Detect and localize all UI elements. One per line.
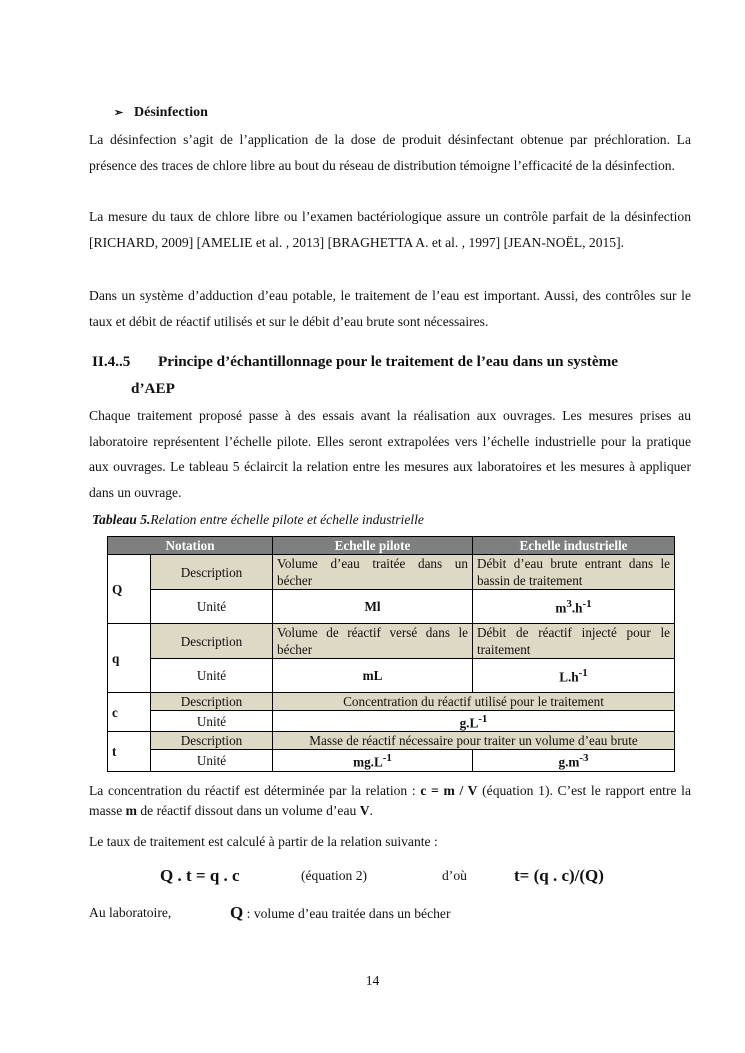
paragraph-disinfection: La désinfection s’agit de l’application de la dose de produit désinfectant obtenue par préchloration. La présence des traces de chlore libre au bout du réseau de distribution témoigne l’efficacité de la désinfection. (89, 132, 691, 173)
table-caption-text: Relation entre échelle pilote et échelle industrielle (150, 512, 424, 527)
table-row (108, 555, 675, 590)
industrial-unit: $L.h^{-1}$ (473, 659, 675, 693)
shared-description: Masse de réactif nécessaire pour traiter un volume d’eau brute (273, 732, 675, 750)
unit-label: Unité (151, 711, 273, 732)
formula-concentration: c = m / V (420, 783, 478, 798)
unit-label: Unité (151, 659, 273, 693)
bullet-title: Désinfection (134, 105, 208, 120)
section-title-line2: d’AEP (131, 380, 175, 397)
formula-treatment-rate: t= (q . c)/(Q) (514, 866, 604, 885)
laboratory-definition: Q : volume d’eau traitée dans un bécher (230, 903, 451, 922)
unit-label: Unité (151, 750, 273, 771)
notation-symbol-Q: Q (108, 555, 151, 624)
paragraph-equation2-intro: Le taux de traitement est calculé à partir de la relation suivante : (89, 834, 438, 849)
paragraph-equation1: La concentration du réactif est déterminée par la relation : c = m / V (équation 1). C’est le rapport entre la masse m de réactif dissout dans un volume d’eau V. (89, 783, 691, 818)
pilot-unit: $mg.L^{-1}$ (273, 750, 473, 771)
section-heading (92, 348, 692, 402)
table-row (108, 693, 675, 711)
table-row (108, 750, 675, 771)
pilot-description: Volume de réactif versé dans le bécher (273, 624, 473, 659)
paragraph-aep-controls: Dans un système d’adduction d’eau potable, le traitement de l’eau est important. Aussi, des contrôles sur le taux et débit de réactif utilisés et sur le débit d’eau brute sont nécessaires. (89, 288, 691, 329)
industrial-description: Débit de réactif injecté pour le traitement (473, 624, 675, 659)
page-number: 14 (365, 973, 380, 988)
notation-symbol-t: t (108, 732, 151, 771)
description-label: Description (151, 624, 273, 659)
bullet-heading (114, 102, 208, 124)
notation-symbol-c: c (108, 693, 151, 732)
shared-description: Concentration du réactif utilisé pour le traitement (273, 693, 675, 711)
paragraph-sampling: Chaque traitement proposé passe à des essais avant la réalisation aux ouvrages. Les mesures prises au laboratoire représentent l’échelle pilote. Elles seront extrapolées vers l’échelle industrielle pour la pratique aux ouvrages. Le tableau 5 éclaircit la relation entre les mesures aux laboratoires et les mesures à appliquer dans un ouvrage. (89, 408, 691, 500)
pilot-unit: mL (273, 659, 473, 693)
notation-symbol-q: q (108, 624, 151, 693)
header-pilot: Echelle pilote (273, 537, 473, 555)
table-row (108, 659, 675, 693)
industrial-description: Débit d’eau brute entrant dans le bassin de traitement (473, 555, 675, 590)
section-title-line1: Principe d’échantillonnage pour le traitement de l’eau dans un système (158, 353, 618, 370)
description-label: Description (151, 732, 273, 750)
paragraph-chlorine-measure: La mesure du taux de chlore libre ou l’examen bactériologique assure un contrôle parfait de la désinfection [RICHARD, 2009] [AMELIE et al. , 2013] [BRAGHETTA A. et al. , 1997] [JEAN-NOËL, 2015]. (89, 209, 691, 250)
table-header-row (108, 537, 675, 555)
arrow-bullet-icon: ➢ (114, 107, 124, 119)
description-label: Description (151, 555, 273, 590)
pilot-unit: Ml (273, 590, 473, 624)
unit-label: Unité (151, 590, 273, 624)
laboratory-prefix: Au laboratoire, (89, 905, 172, 920)
table-row (108, 711, 675, 732)
table-caption (92, 510, 424, 530)
section-number: II.4..5 (92, 353, 131, 370)
industrial-unit: $m^3.h^{-1}$ (473, 590, 675, 624)
table-row (108, 624, 675, 659)
shared-unit: $g.L^{-1}$ (273, 711, 675, 732)
equation2-where: d’où (442, 868, 467, 883)
description-label: Description (151, 693, 273, 711)
table-caption-label: Tableau 5. (92, 512, 151, 527)
header-notation: Notation (108, 537, 273, 555)
scale-relation-table (107, 536, 675, 772)
header-industrial: Echelle industrielle (473, 537, 675, 555)
pilot-description: Volume d’eau traitée dans un bécher (273, 555, 473, 590)
table-row (108, 590, 675, 624)
equation2-label: (équation 2) (301, 868, 368, 883)
formula-equation2: Q . t = q . c (160, 866, 240, 885)
table-row (108, 732, 675, 750)
industrial-unit: $g.m^{-3}$ (473, 750, 675, 771)
